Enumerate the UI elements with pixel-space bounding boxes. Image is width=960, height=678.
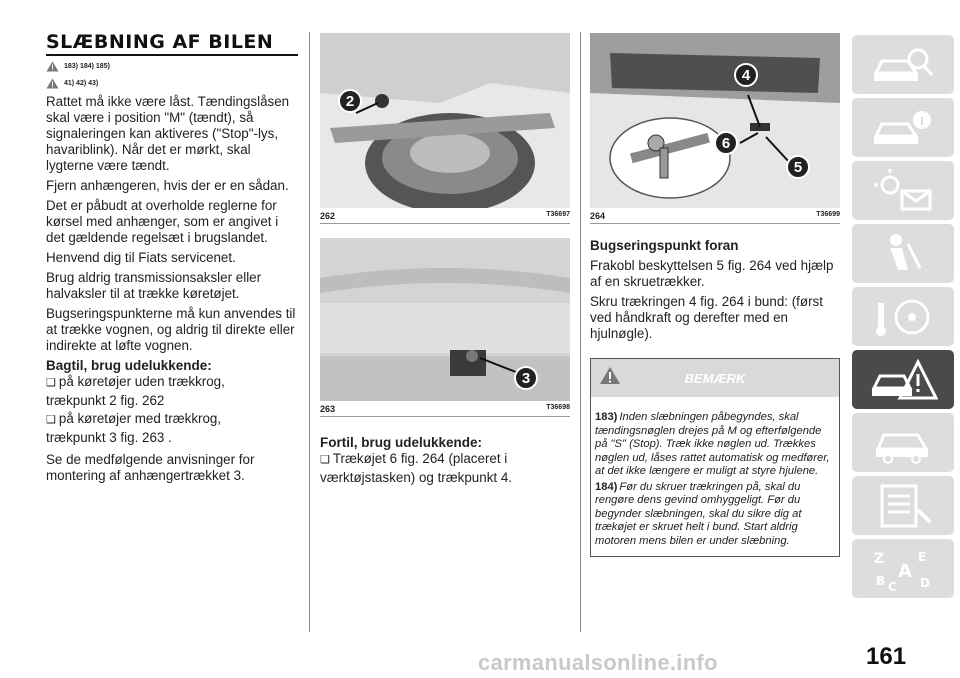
tab-steering-wheel[interactable]	[852, 287, 954, 346]
svg-text:B: B	[876, 573, 886, 588]
note-item	[595, 481, 835, 549]
figure-264-illustration	[590, 33, 840, 208]
figure-caption	[590, 208, 840, 224]
tab-car-search[interactable]	[852, 35, 954, 94]
car-search-icon	[868, 41, 938, 89]
callout-2: 2	[338, 89, 362, 113]
callout-6: 6	[714, 131, 738, 155]
svg-text:A: A	[898, 560, 912, 582]
callout-4: 4	[734, 63, 758, 87]
paragraph: Se de medfølgende anvisninger for montering af anhængertrækket 3.	[46, 452, 255, 483]
figure-number: 263	[320, 404, 336, 414]
svg-text:Z: Z	[874, 550, 885, 567]
watermark: carmanualsonline.info	[478, 650, 718, 675]
chapter-sidebar	[852, 35, 954, 602]
callout-3: 3	[514, 366, 538, 390]
paragraph: Frakobl beskyttelsen 5 fig. 264 ved hjælp af en skruetrækker.	[590, 258, 834, 289]
paragraph: Henvend dig til Fiats servicenet.	[46, 250, 236, 265]
note-item	[595, 411, 835, 479]
warning-triangle-icon	[46, 78, 59, 89]
column-divider	[309, 32, 310, 632]
figure-code: T36698	[546, 404, 570, 411]
index-icon	[868, 545, 938, 593]
section-heading: Fortil, brug udelukkende:	[320, 435, 483, 450]
figure-262-illustration	[320, 33, 570, 208]
callout-5: 5	[786, 155, 810, 179]
bullet-continuation: trækpunkt 2 fig. 262	[46, 393, 165, 408]
warning-ref	[46, 76, 298, 90]
note-number: 183)	[595, 411, 618, 423]
page-title: SLÆBNING AF BILEN	[46, 31, 274, 53]
specs-icon	[868, 482, 938, 530]
svg-text:E: E	[918, 549, 927, 564]
tab-lights-message[interactable]	[852, 161, 954, 220]
figure-262	[320, 33, 570, 208]
note-title: BEMÆRK	[684, 370, 746, 386]
tab-car-info[interactable]	[852, 98, 954, 157]
bullet-continuation: værktøjstasken) og trækpunkt 4.	[320, 470, 513, 485]
figure-code: T36697	[546, 211, 570, 218]
figure-caption	[320, 401, 570, 417]
lights-message-icon	[868, 167, 938, 215]
tab-specs[interactable]	[852, 476, 954, 535]
warning-ref	[46, 59, 298, 73]
figure-264	[590, 33, 840, 208]
paragraph: Brug aldrig transmissionsaksler eller halvaksler til at trække køretøjet.	[46, 270, 262, 301]
tab-airbag[interactable]	[852, 224, 954, 283]
column-right	[590, 0, 840, 557]
tab-car-maintenance[interactable]	[852, 413, 954, 472]
bullet-continuation: trækpunkt 3 fig. 263 .	[46, 430, 172, 445]
warning-ref-text: 41) 42) 43)	[64, 79, 99, 87]
note-number: 184)	[595, 480, 618, 493]
tab-index[interactable]	[852, 539, 954, 598]
column-middle	[320, 0, 570, 486]
figure-263	[320, 238, 570, 401]
column-divider	[580, 32, 581, 632]
note-text: Før du skruer trækringen på, skal du rengøre dens gevind omhyggeligt. Før du begynder slæbningen, skal du sikre dig at trækøjet er skruet helt i bund. Start aldrig motoren mens bilen er under slæbning.	[595, 480, 802, 547]
warning-triangle-icon	[46, 61, 59, 72]
car-maintenance-icon	[868, 419, 938, 467]
column-left	[46, 0, 298, 484]
warning-ref-text: 183) 184) 185)	[64, 62, 110, 70]
figure-number: 262	[320, 211, 336, 221]
svg-text:D: D	[920, 575, 930, 590]
figure-number: 264	[590, 211, 606, 221]
car-info-icon	[868, 104, 938, 152]
section-heading: Bagtil, brug udelukkende:	[46, 358, 212, 373]
figure-caption	[320, 208, 570, 224]
bullet-item: ❑ på køretøjer med trækkrog,	[46, 411, 298, 428]
bullet-item: ❑ Trækøjet 6 fig. 264 (placeret i	[320, 451, 570, 468]
figure-code: T36699	[816, 211, 840, 218]
note-text: Inden slæbningen påbegyndes, skal tændingsnøglen drejes på M og efterfølgende på "S" (Stop). Træk ikke nøglen ud. Trækkes nøglen ud, låses rattet automatisk og medfører, at det ikke længere er muligt at styre hjulene.	[595, 411, 830, 477]
breakdown-icon	[868, 356, 938, 404]
section-heading: Bugseringspunkt foran	[590, 238, 739, 253]
paragraph: Skru trækringen 4 fig. 264 i bund: (først ved håndkraft og derefter med en hjulnøgle).	[590, 294, 823, 341]
paragraph: Bugseringspunkterne må kun anvendes til at trække vognen, og aldrig til direkte eller indirekte at løfte vognen.	[46, 306, 296, 353]
bullet-item: ❑ på køretøjer uden trækkrog,	[46, 374, 298, 391]
paragraph: Rattet må ikke være låst. Tændingslåsen skal være i position "M" (tændt), så signaleringen kan aktiveres ("Stop"-lys, havariblink). Når det er mørkt, skal lygterne være tændt.	[46, 94, 290, 173]
page-number: 161	[866, 643, 907, 670]
tab-breakdown[interactable]	[852, 350, 954, 409]
note-header	[591, 359, 839, 397]
note-box	[590, 358, 840, 557]
paragraph: Fjern anhængeren, hvis der er en sådan.	[46, 178, 289, 193]
note-body	[591, 397, 839, 556]
airbag-icon	[868, 230, 938, 278]
warning-triangle-icon	[599, 366, 621, 385]
steering-wheel-icon	[868, 293, 938, 341]
title-rule	[46, 54, 298, 56]
svg-text:C: C	[888, 579, 897, 593]
paragraph: Det er påbudt at overholde reglerne for kørsel med anhænger, som er angivet i det gældende regelsæt i brugslandet.	[46, 198, 279, 245]
